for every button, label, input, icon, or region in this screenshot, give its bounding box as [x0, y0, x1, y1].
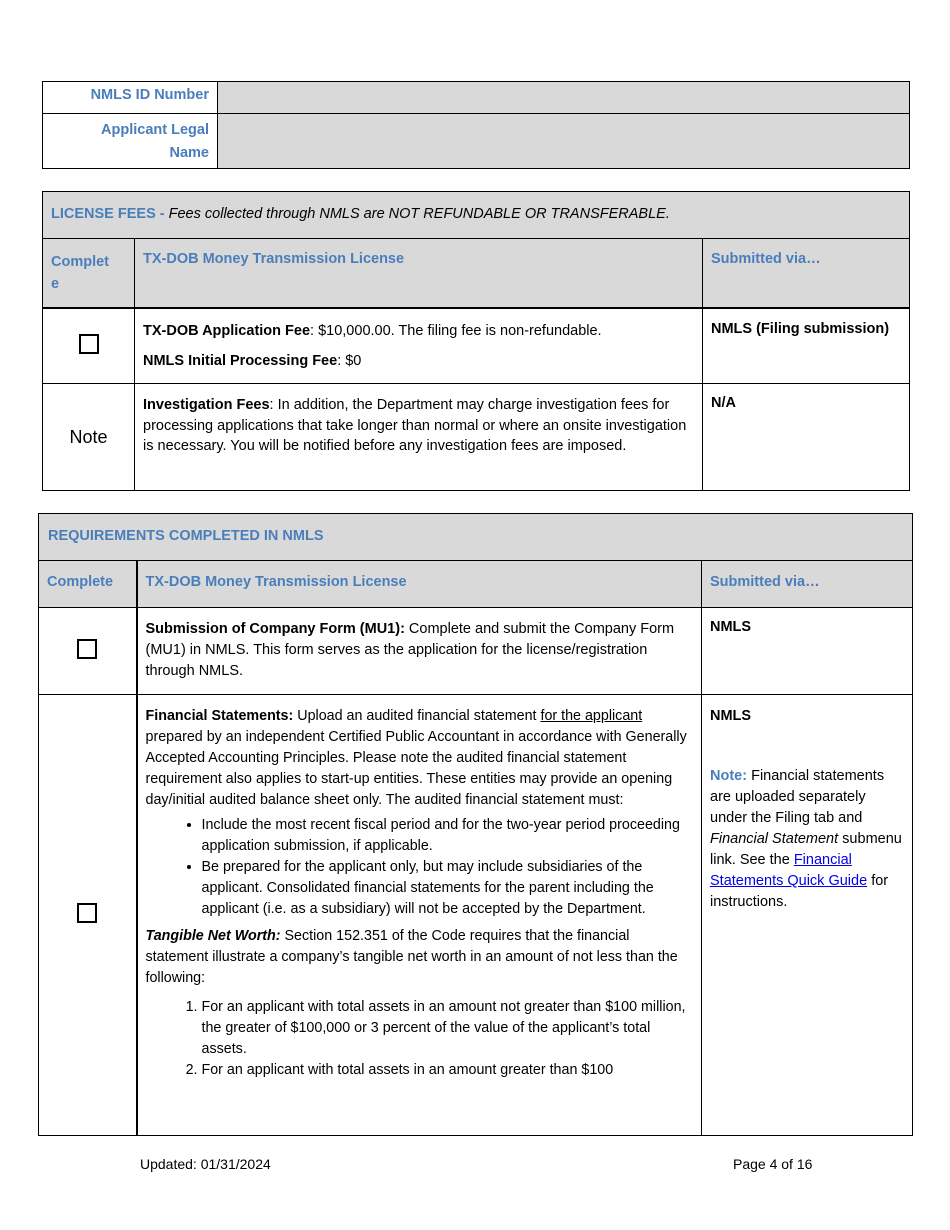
company-form-description: Submission of Company Form (MU1): Complete and submit the Company Form (MU1) in NMLS. This form serves as the application for the license/registration through NMLS.	[137, 608, 702, 695]
fee-row-checkbox-cell	[43, 308, 135, 384]
fee-row-description: TX-DOB Application Fee: $10,000.00. The filing fee is non-refundable. NMLS Initial Processing Fee: $0	[135, 308, 703, 384]
fee-row-submitted: NMLS (Filing submission)	[703, 308, 910, 384]
legal-name-field[interactable]	[218, 114, 910, 169]
company-form-checkbox-cell	[39, 608, 137, 695]
investigation-note-cell: Note	[43, 384, 135, 491]
fees-heading: LICENSE FEES - Fees collected through NMLS are NOT REFUNDABLE OR TRANSFERABLE.	[43, 192, 910, 239]
req-col-complete: Complete	[39, 561, 137, 608]
req-col-submitted: Submitted via…	[702, 561, 913, 608]
financial-statements-checkbox-cell	[39, 695, 137, 1136]
company-form-checkbox[interactable]	[77, 639, 97, 659]
financial-statements-submitted: NMLS Note: Financial statements are uploaded separately under the Filing tab and Financial Statement submenu link. See the Financial Statements Quick Guide for instructions.	[702, 695, 913, 1136]
license-fees-table	[42, 191, 910, 491]
applicant-id-table	[42, 81, 910, 169]
financial-statements-quick-guide-link[interactable]: Financial Statements Quick Guide	[710, 852, 868, 889]
fees-col-license: TX-DOB Money Transmission License	[135, 239, 703, 308]
investigation-fees-submitted: N/A	[703, 384, 910, 491]
investigation-fees-description: Investigation Fees: In addition, the Department may charge investigation fees for processing applications that take longer than normal or where an onsite investigation is necessary. You will be notified before any investigation fees are imposed.	[135, 384, 703, 491]
fees-col-submitted: Submitted via…	[703, 239, 910, 308]
req-col-license: TX-DOB Money Transmission License	[137, 561, 702, 608]
footer-updated: Updated: 01/31/2024	[140, 1156, 271, 1172]
financial-statements-description: Financial Statements: Upload an audited financial statement for the applicant prepared by an independent Certified Public Accountant in accordance with Generally Accepted Accounting Principles. Please note the audited financial statement requirement also applies to start-up entities. These entities may provide an opening day/initial audited balance sheet only. The audited financial statement must: • Include the most recent fiscal period and for the two-year period proceeding application submission, if applicable. • Be prepared for the applicant only, but may include subsidiaries of the applicant. Consolidated financial statements for the parent including the applicant (i.e. as a subsidiary) will not be accepted by the Department. Tangible Net Worth: Section 152.351 of the Code requires that the financial statement illustrate a company’s tangible net worth in an amount of not less than the following: 1. For an applicant with total assets in an amount not greater than $100 million, the greater of $100,000 or 3 percent of the value of the applicant’s total assets. 2. For an applicant with total assets in an amount greater than $100	[137, 695, 702, 1136]
nmls-id-label: NMLS ID Number	[43, 82, 218, 114]
footer-page-number: Page 4 of 16	[733, 1156, 813, 1172]
tnw-item: 2. For an applicant with total assets in an amount greater than $100	[202, 1060, 694, 1081]
requirements-heading: REQUIREMENTS COMPLETED IN NMLS	[39, 514, 913, 561]
fs-bullet: • Include the most recent fiscal period and for the two-year period proceeding application submission, if applicable.	[202, 815, 694, 857]
nmls-id-field[interactable]	[218, 82, 910, 114]
fs-bullet: • Be prepared for the applicant only, but may include subsidiaries of the applicant. Consolidated financial statements for the parent including the applicant (i.e. as a subsidiary) will not be accepted by the Department.	[202, 857, 694, 920]
requirements-table	[38, 513, 913, 1136]
company-form-submitted: NMLS	[702, 608, 913, 695]
financial-statements-checkbox[interactable]	[77, 903, 97, 923]
legal-name-label: Applicant Legal Name	[43, 114, 218, 169]
fees-col-complete: Complet e	[43, 239, 135, 308]
tnw-item: 1. For an applicant with total assets in an amount not greater than $100 million, the greater of $100,000 or 3 percent of the value of the applicant’s total assets.	[202, 997, 694, 1060]
application-fee-checkbox[interactable]	[79, 334, 99, 354]
